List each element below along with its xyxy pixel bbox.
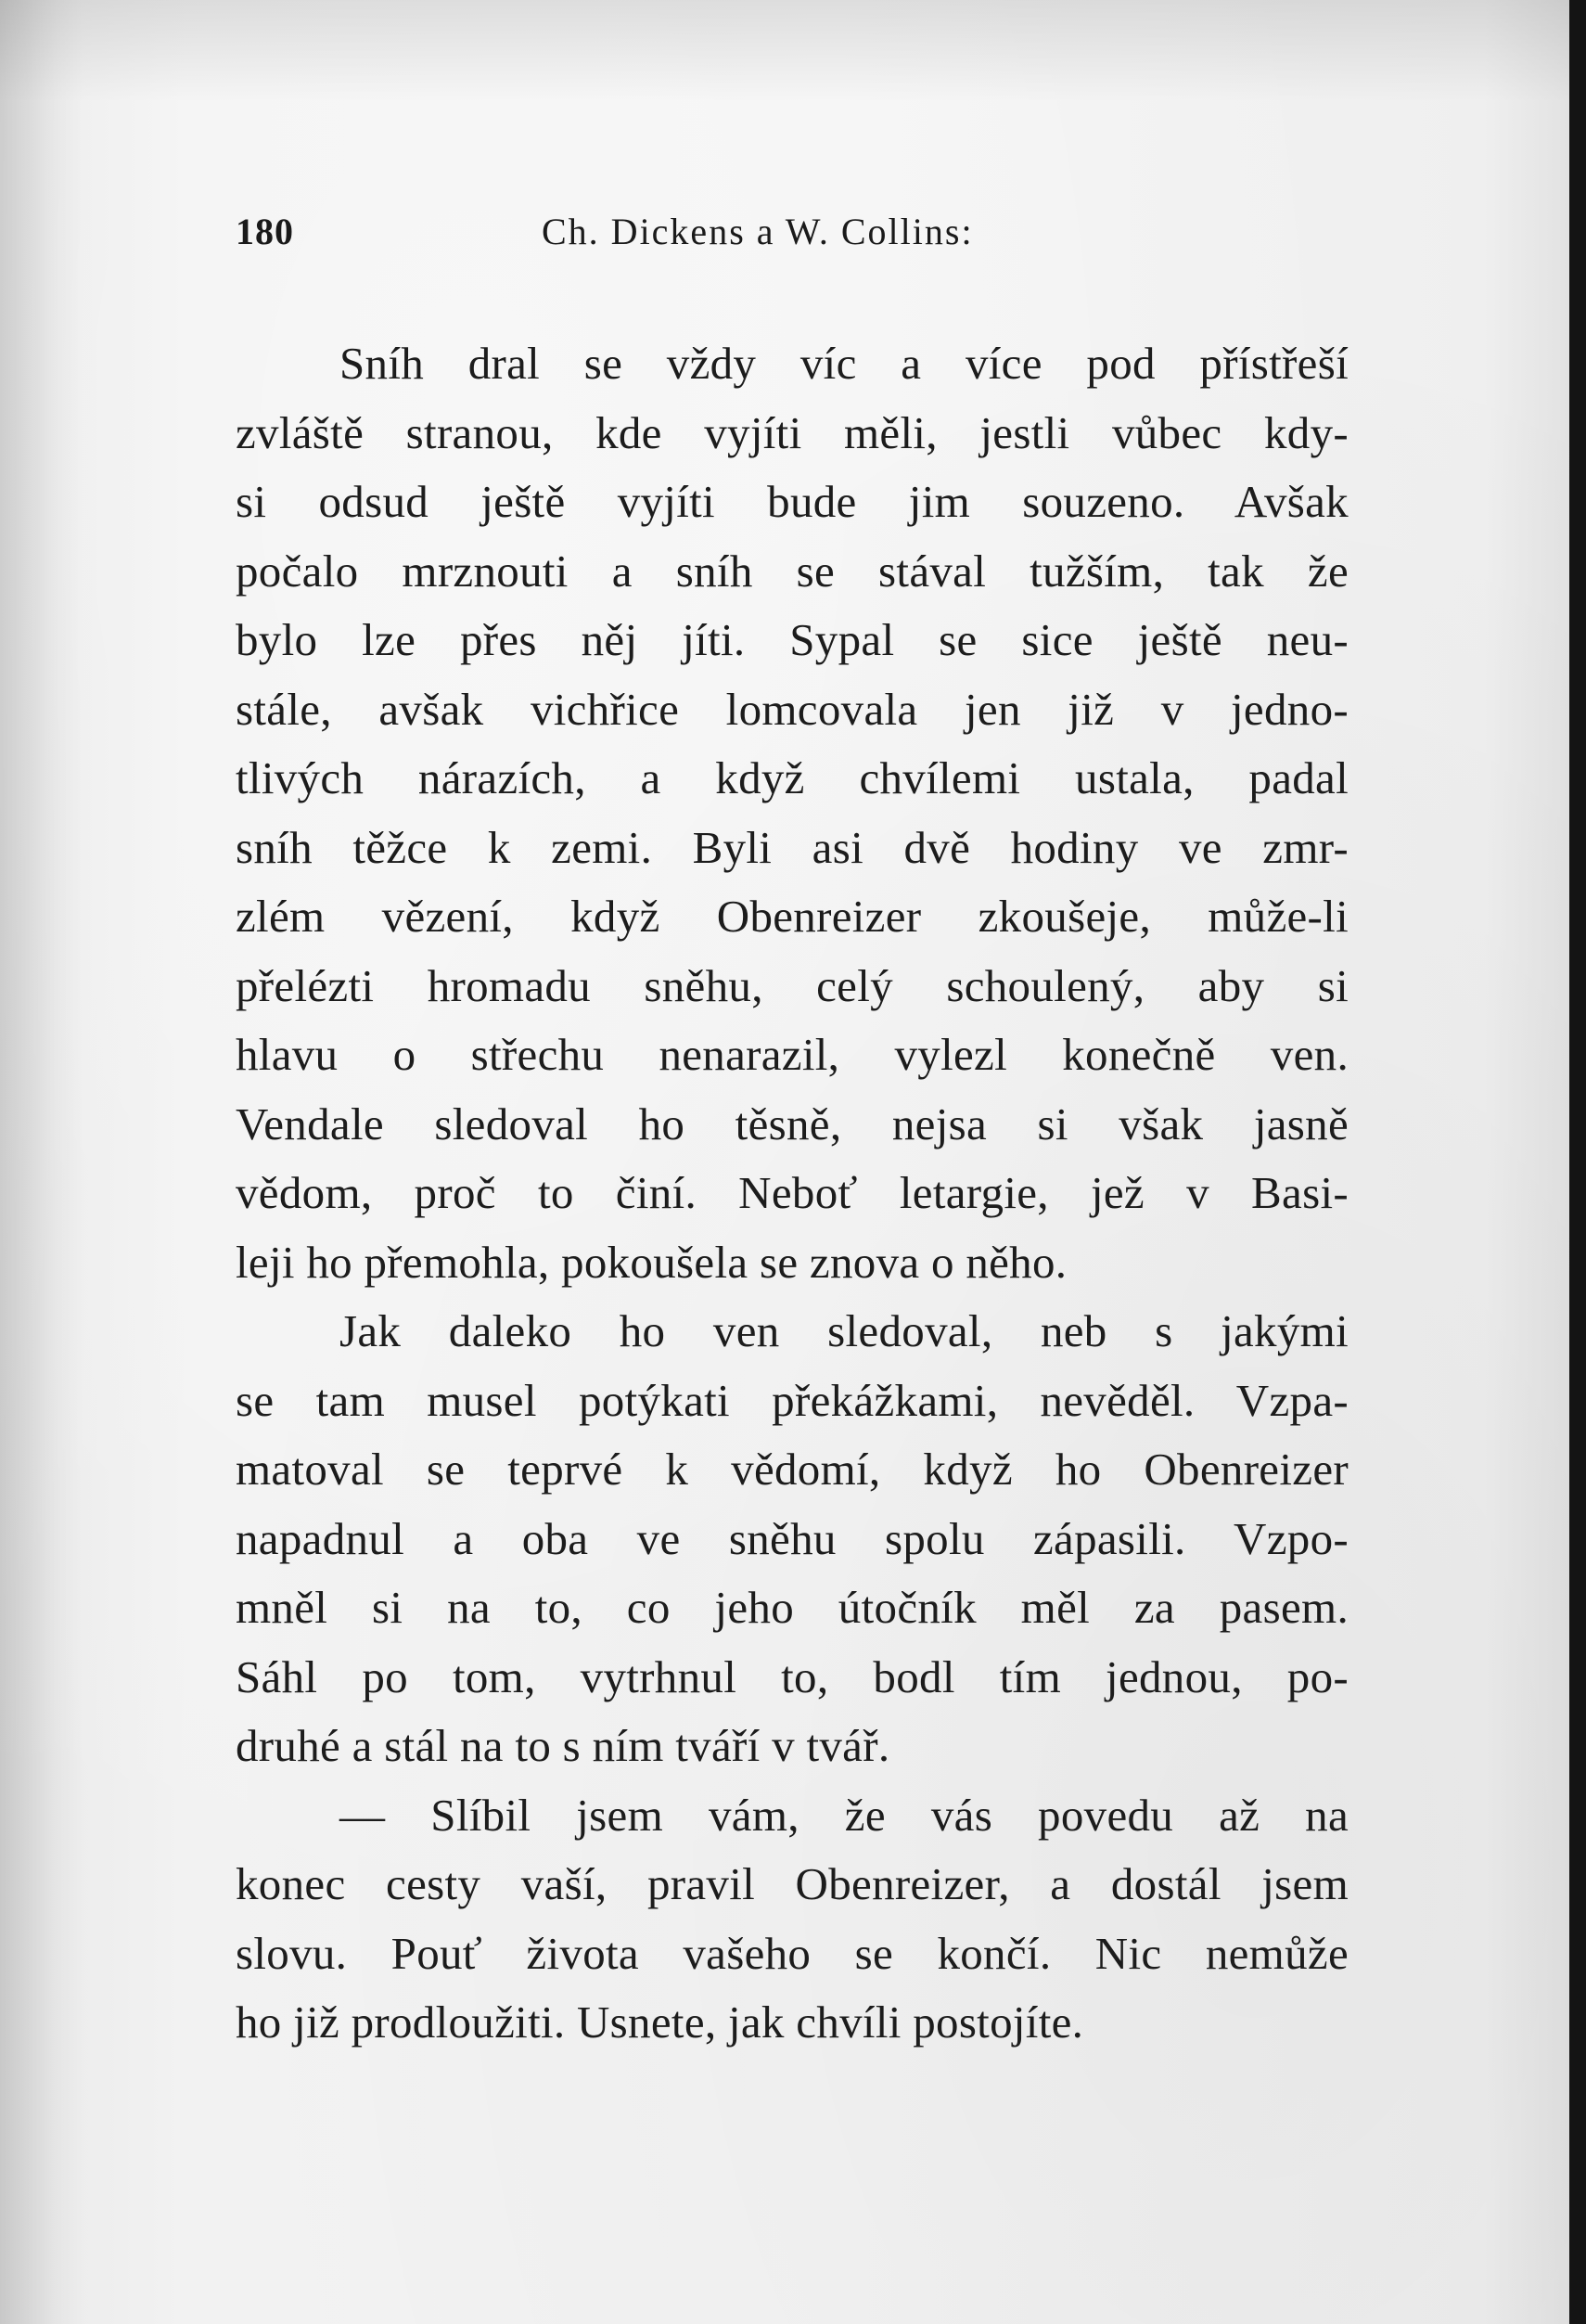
- text-line: sníh těžce k zemi. Byli asi dvě hodiny ve zmr-: [236, 821, 1349, 873]
- text-line: mněl si na to, co jeho útočník měl za pasem.: [236, 1582, 1349, 1633]
- text-line: tlivých nárazích, a když chvílemi ustala, padal: [236, 752, 1349, 803]
- text-line: Jak daleko ho ven sledoval, neb s jakými: [339, 1305, 1349, 1356]
- text-line: bylo lze přes něj jíti. Sypal se sice ještě neu-: [236, 614, 1349, 665]
- text-line: si odsud ještě vyjíti bude jim souzeno. Avšak: [236, 476, 1349, 527]
- text-line: konec cesty vaší, pravil Obenreizer, a dostál jsem: [236, 1858, 1349, 1909]
- paragraph: [236, 1297, 1349, 1781]
- text-line: stále, avšak vichřice lomcovala jen již v jedno-: [236, 683, 1349, 735]
- running-head: Ch. Dickens a W. Collins:: [542, 211, 974, 252]
- text-line: — Slíbil jsem vám, že vás povedu až na: [339, 1789, 1349, 1841]
- text-line: Sáhl po tom, vytrhnul to, bodl tím jednou, po-: [236, 1650, 1349, 1702]
- text-line: zvláště stranou, kde vyjíti měli, jestli vůbec kdy-: [236, 406, 1349, 458]
- text-line: matoval se teprvé k vědomí, když ho Obenreizer: [236, 1444, 1349, 1495]
- text-line: zlém vězení, když Obenreizer zkoušeje, může-li: [236, 891, 1349, 942]
- text-line: druhé a stál na to s ním tváří v tvář.: [236, 1720, 890, 1771]
- text-line: vědom, proč to činí. Neboť letargie, jež v Basi-: [236, 1167, 1349, 1218]
- text-line: napadnul a oba ve sněhu spolu zápasili. Vzpo-: [236, 1512, 1349, 1564]
- text-line: slovu. Pouť života vašeho se končí. Nic nemůže: [236, 1927, 1349, 1979]
- text-line: se tam musel potýkati překážkami, nevěděl. Vzpa-: [236, 1374, 1349, 1426]
- text-line: Vendale sledoval ho těsně, nejsa si však jasně: [236, 1098, 1349, 1149]
- text-line: leji ho přemohla, pokoušela se znova o něho.: [236, 1236, 1068, 1288]
- body-text: [236, 329, 1349, 2058]
- text-line: hlavu o střechu nenarazil, vylezl konečně ven.: [236, 1029, 1349, 1080]
- page-edge-shadow: [1569, 0, 1586, 2324]
- text-line: ho již prodloužiti. Usnete, jak chvíli postojíte.: [236, 1997, 1084, 2048]
- page-number: 180: [236, 211, 294, 252]
- text-line: Sníh dral se vždy víc a více pod přístřeší: [339, 338, 1349, 389]
- paragraph: [236, 329, 1349, 1297]
- text-line: přelézti hromadu sněhu, celý schoulený, aby si: [236, 959, 1349, 1011]
- paragraph: [236, 1781, 1349, 2058]
- page-header: [236, 210, 1358, 265]
- text-line: počalo mrznouti a sníh se stával tužším, tak že: [236, 545, 1349, 597]
